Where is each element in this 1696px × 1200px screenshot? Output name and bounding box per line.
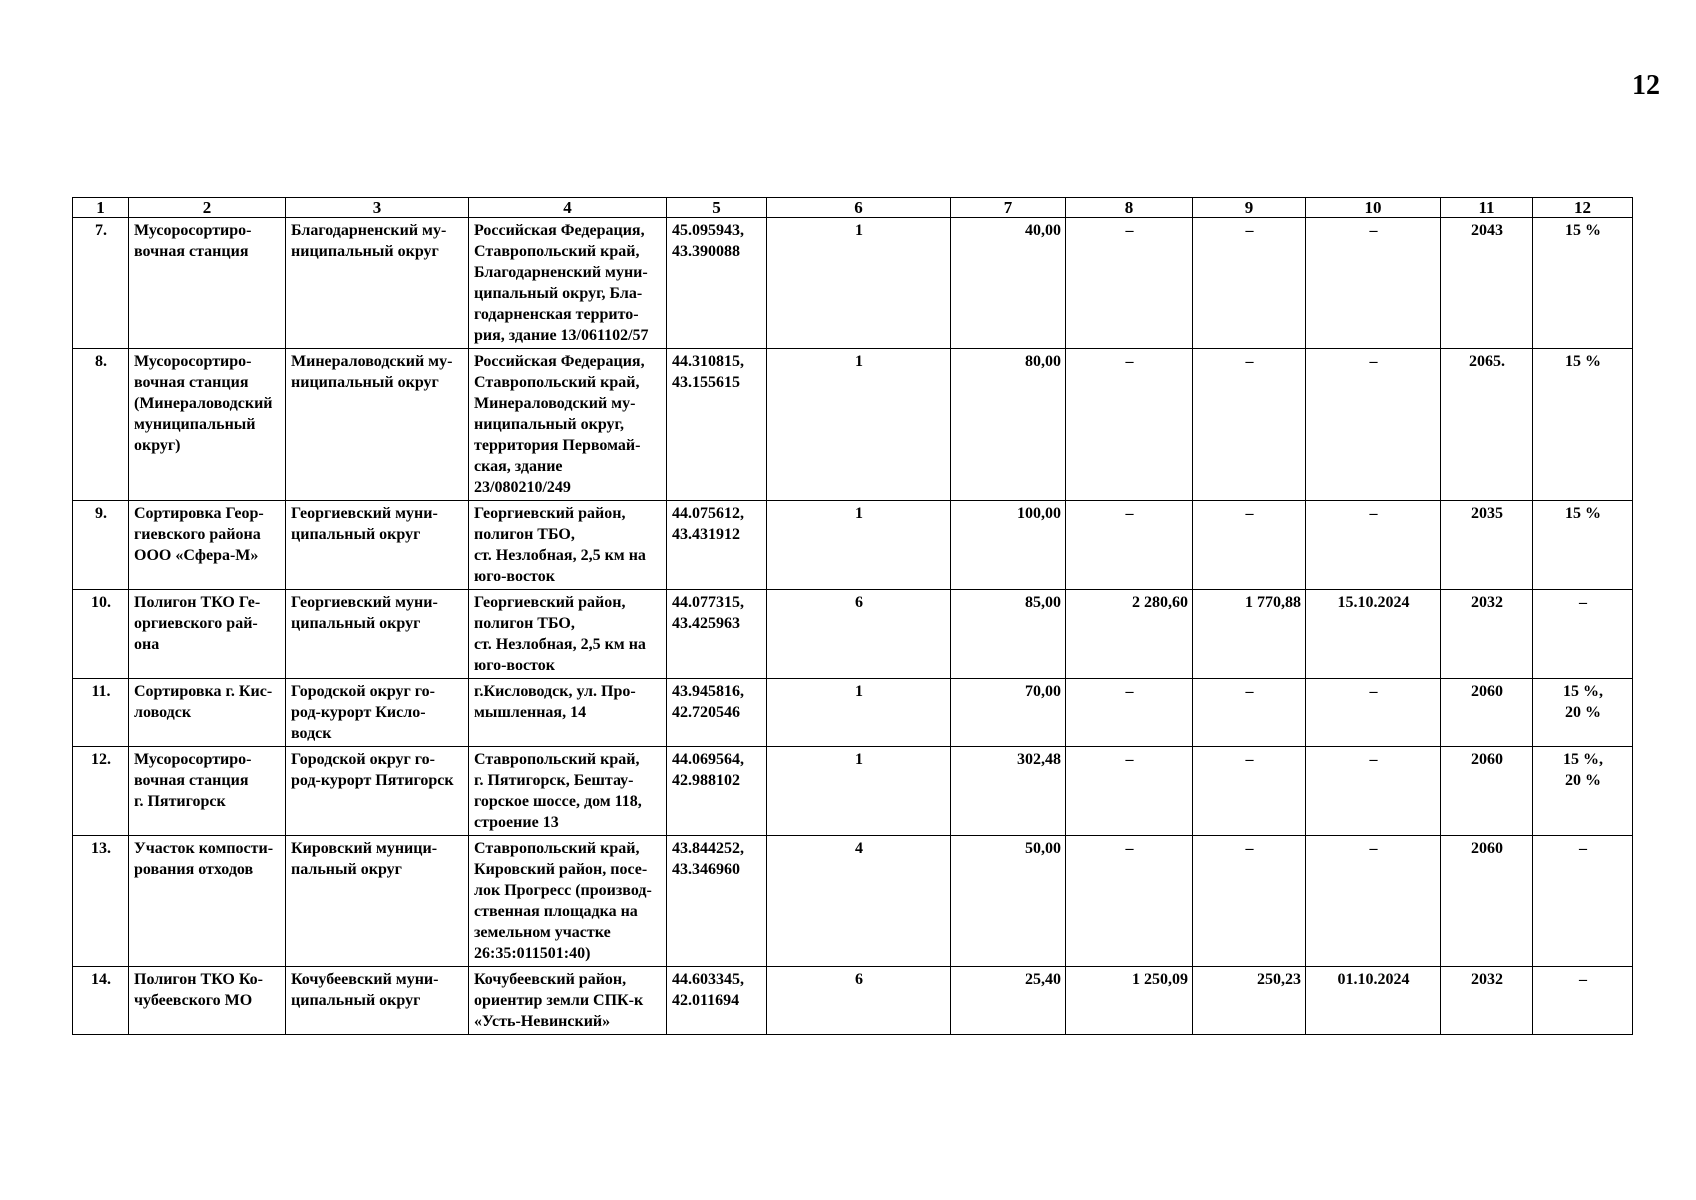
column-12-value-line: 20 % [1565, 772, 1601, 789]
column-12-value [1533, 747, 1633, 836]
facility-address-line: Ставропольский край, [474, 374, 640, 391]
facility-address-line: ниципальный округ, [474, 416, 624, 433]
facility-address-line: Ставропольский край, [474, 243, 640, 260]
municipal-district-line: Кировский муници- [291, 840, 438, 857]
municipal-district-line: Кочубеевский муни- [291, 971, 439, 988]
facility-name-line: Мусоросортиро- [134, 353, 252, 370]
column-7-value: 25,40 [951, 967, 1066, 1035]
facility-address [469, 747, 667, 836]
column-11-value: 2032 [1441, 967, 1533, 1035]
column-11-value: 2035 [1441, 501, 1533, 590]
column-header: 12 [1533, 198, 1633, 218]
column-6-value: 6 [767, 590, 951, 679]
facility-address-line: Ставропольский край, [474, 751, 640, 768]
column-header: 1 [73, 198, 129, 218]
facility-name [129, 218, 286, 349]
facility-address-line: г. Пятигорск, Бештау- [474, 772, 634, 789]
coordinates-line: 43.155615 [672, 374, 740, 391]
column-12-value-line: 15 %, [1563, 751, 1603, 768]
coordinates [667, 349, 767, 501]
column-9-value: – [1193, 836, 1306, 967]
column-header: 11 [1441, 198, 1533, 218]
municipal-district-line: род-курорт Пятигорск [291, 772, 454, 789]
coordinates [667, 218, 767, 349]
row-number: 9. [73, 501, 129, 590]
facility-name-line: ООО «Сфера-М» [134, 547, 259, 564]
coordinates-line: 43.425963 [672, 615, 740, 632]
facility-address [469, 967, 667, 1035]
column-11-value: 2060 [1441, 836, 1533, 967]
municipal-district [286, 590, 469, 679]
column-header: 8 [1066, 198, 1193, 218]
column-12-value-line: – [1579, 594, 1587, 611]
column-header: 4 [469, 198, 667, 218]
table-row [73, 218, 1633, 349]
column-12-value [1533, 679, 1633, 747]
facility-name-line: округ) [134, 437, 181, 454]
column-8-value: – [1066, 218, 1193, 349]
municipal-district-line: Георгиевский муни- [291, 505, 438, 522]
column-header: 6 [767, 198, 951, 218]
municipal-district-line: ципальный округ [291, 615, 421, 632]
column-8-value: – [1066, 836, 1193, 967]
municipal-district [286, 747, 469, 836]
column-11-value: 2060 [1441, 679, 1533, 747]
facility-name-line: Полигон ТКО Ко- [134, 971, 263, 988]
coordinates [667, 590, 767, 679]
municipal-district-line: род-курорт Кисло- [291, 704, 426, 721]
municipal-district-line: ниципальный округ [291, 374, 439, 391]
facility-address-line: ст. Незлобная, 2,5 км на [474, 547, 646, 564]
facility-address-line: г.Кисловодск, ул. Про- [474, 683, 636, 700]
column-12-value [1533, 590, 1633, 679]
coordinates-line: 43.390088 [672, 243, 740, 260]
facility-name-line: ловодск [134, 704, 192, 721]
coordinates [667, 967, 767, 1035]
column-11-value: 2032 [1441, 590, 1533, 679]
coordinates-line: 44.069564, [672, 751, 744, 768]
coordinates [667, 836, 767, 967]
column-7-value: 302,48 [951, 747, 1066, 836]
municipal-district [286, 218, 469, 349]
column-12-value-line: 20 % [1565, 704, 1601, 721]
facility-name [129, 747, 286, 836]
facility-name [129, 590, 286, 679]
facility-name-line: Мусоросортиро- [134, 751, 252, 768]
column-12-value-line: – [1579, 971, 1587, 988]
facility-name-line: Участок компости- [134, 840, 274, 857]
municipal-district [286, 679, 469, 747]
municipal-district-line: Городской округ го- [291, 683, 435, 700]
row-number: 14. [73, 967, 129, 1035]
column-10-value: 01.10.2024 [1306, 967, 1441, 1035]
municipal-district [286, 836, 469, 967]
column-6-value: 4 [767, 836, 951, 967]
column-8-value: – [1066, 349, 1193, 501]
municipal-district [286, 501, 469, 590]
row-number: 11. [73, 679, 129, 747]
coordinates-line: 43.945816, [672, 683, 744, 700]
facility-name-line: оргиевского рай- [134, 615, 258, 632]
facility-address [469, 349, 667, 501]
column-6-value: 6 [767, 967, 951, 1035]
column-header: 9 [1193, 198, 1306, 218]
row-number: 12. [73, 747, 129, 836]
facility-name-line: г. Пятигорск [134, 793, 226, 810]
facility-address-line: ская, здание [474, 458, 563, 475]
facility-address-line: Кочубеевский район, [474, 971, 627, 988]
facility-address-line: Георгиевский район, [474, 594, 626, 611]
facility-address-line: мышленная, 14 [474, 704, 587, 721]
column-7-value: 100,00 [951, 501, 1066, 590]
table-row [73, 590, 1633, 679]
facility-name [129, 349, 286, 501]
column-header: 7 [951, 198, 1066, 218]
column-12-value-line: 15 %, [1563, 683, 1603, 700]
column-header: 3 [286, 198, 469, 218]
facility-address-line: Российская Федерация, [474, 353, 645, 370]
facility-name-line: чубеевского МО [134, 992, 253, 1009]
column-6-value: 1 [767, 501, 951, 590]
facility-address-line: лок Прогресс (производ- [474, 882, 652, 899]
column-8-value: – [1066, 747, 1193, 836]
table-row [73, 349, 1633, 501]
column-10-value: 15.10.2024 [1306, 590, 1441, 679]
column-10-value: – [1306, 349, 1441, 501]
facility-name-line: вочная станция [134, 772, 249, 789]
column-11-value: 2065. [1441, 349, 1533, 501]
facility-address-line: земельном участке [474, 924, 611, 941]
column-12-value [1533, 218, 1633, 349]
column-9-value: – [1193, 218, 1306, 349]
facility-address-line: ст. Незлобная, 2,5 км на [474, 636, 646, 653]
row-number: 13. [73, 836, 129, 967]
facility-address-line: ципальный округ, Бла- [474, 285, 643, 302]
column-6-value: 1 [767, 747, 951, 836]
column-10-value: – [1306, 836, 1441, 967]
column-number-row [73, 198, 1633, 218]
facility-name-line: гиевского района [134, 526, 261, 543]
coordinates-line: 43.431912 [672, 526, 740, 543]
facility-name-line: Сортировка г. Кис- [134, 683, 273, 700]
facility-address-line: Минераловодский му- [474, 395, 636, 412]
facility-address-line: территория Первомай- [474, 437, 641, 454]
coordinates-line: 42.988102 [672, 772, 740, 789]
facility-name [129, 836, 286, 967]
column-11-value: 2043 [1441, 218, 1533, 349]
facility-address-line: ориентир земли СПК-к [474, 992, 644, 1009]
column-10-value: – [1306, 218, 1441, 349]
coordinates-line: 44.603345, [672, 971, 744, 988]
column-12-value-line: 15 % [1565, 505, 1601, 522]
coordinates-line: 42.011694 [672, 992, 740, 1009]
column-8-value: 1 250,09 [1066, 967, 1193, 1035]
facility-name [129, 679, 286, 747]
municipal-district-line: Георгиевский муни- [291, 594, 438, 611]
column-6-value: 1 [767, 679, 951, 747]
facility-address [469, 501, 667, 590]
coordinates-line: 44.310815, [672, 353, 744, 370]
table-row [73, 679, 1633, 747]
column-11-value: 2060 [1441, 747, 1533, 836]
facility-address-line: 23/080210/249 [474, 479, 571, 496]
facility-address-line: Благодарненский муни- [474, 264, 648, 281]
coordinates-line: 45.095943, [672, 222, 744, 239]
facility-address [469, 679, 667, 747]
coordinates [667, 501, 767, 590]
column-12-value [1533, 836, 1633, 967]
facility-address-line: Георгиевский район, [474, 505, 626, 522]
municipal-district [286, 349, 469, 501]
column-10-value: – [1306, 747, 1441, 836]
facility-address [469, 836, 667, 967]
coordinates-line: 43.346960 [672, 861, 740, 878]
column-9-value: 1 770,88 [1193, 590, 1306, 679]
column-9-value: – [1193, 679, 1306, 747]
coordinates [667, 679, 767, 747]
municipal-district-line: Минераловодский му- [291, 353, 453, 370]
facility-address-line: горское шоссе, дом 118, [474, 793, 642, 810]
column-7-value: 70,00 [951, 679, 1066, 747]
column-header: 10 [1306, 198, 1441, 218]
facility-address-line: 26:35:011501:40) [474, 945, 591, 962]
column-7-value: 85,00 [951, 590, 1066, 679]
municipal-district-line: ниципальный округ [291, 243, 439, 260]
facility-address-line: ственная площадка на [474, 903, 638, 920]
column-12-value [1533, 501, 1633, 590]
column-10-value: – [1306, 501, 1441, 590]
facility-address-line: Российская Федерация, [474, 222, 645, 239]
municipal-district-line: Благодарненский му- [291, 222, 447, 239]
column-6-value: 1 [767, 218, 951, 349]
row-number: 7. [73, 218, 129, 349]
facility-name-line: вочная станция [134, 243, 249, 260]
municipal-district-line: водск [291, 725, 332, 742]
facility-name-line: вочная станция [134, 374, 249, 391]
municipal-district-line: ципальный округ [291, 992, 421, 1009]
column-8-value: – [1066, 679, 1193, 747]
municipal-district-line: Городской округ го- [291, 751, 435, 768]
column-7-value: 80,00 [951, 349, 1066, 501]
facility-address-line: полигон ТБО, [474, 615, 575, 632]
facility-name [129, 501, 286, 590]
coordinates-line: 42.720546 [672, 704, 740, 721]
facility-address [469, 218, 667, 349]
column-10-value: – [1306, 679, 1441, 747]
municipal-district [286, 967, 469, 1035]
facility-name-line: Полигон ТКО Ге- [134, 594, 261, 611]
column-9-value: – [1193, 747, 1306, 836]
municipal-district-line: пальный округ [291, 861, 402, 878]
coordinates-line: 43.844252, [672, 840, 744, 857]
facility-address [469, 590, 667, 679]
table-row [73, 501, 1633, 590]
table-row [73, 967, 1633, 1035]
municipal-district-line: ципальный округ [291, 526, 421, 543]
facility-name-line: рования отходов [134, 861, 254, 878]
facility-address-line: Ставропольский край, [474, 840, 640, 857]
column-12-value [1533, 349, 1633, 501]
waste-facilities-table [72, 197, 1633, 1035]
column-12-value [1533, 967, 1633, 1035]
column-12-value-line: – [1579, 840, 1587, 857]
table-row [73, 747, 1633, 836]
facility-name-line: Сортировка Геор- [134, 505, 264, 522]
facility-address-line: юго-восток [474, 657, 555, 674]
facility-address-line: юго-восток [474, 568, 555, 585]
column-7-value: 40,00 [951, 218, 1066, 349]
facility-name-line: муниципальный [134, 416, 256, 433]
column-8-value: 2 280,60 [1066, 590, 1193, 679]
facility-address-line: полигон ТБО, [474, 526, 575, 543]
column-header: 5 [667, 198, 767, 218]
facility-name [129, 967, 286, 1035]
facility-name-line: она [134, 636, 160, 653]
column-9-value: – [1193, 501, 1306, 590]
column-9-value: – [1193, 349, 1306, 501]
facility-name-line: Мусоросортиро- [134, 222, 252, 239]
column-9-value: 250,23 [1193, 967, 1306, 1035]
row-number: 8. [73, 349, 129, 501]
facility-address-line: «Усть-Невинский» [474, 1013, 611, 1030]
column-12-value-line: 15 % [1565, 353, 1601, 370]
facility-name-line: (Минераловодский [134, 395, 273, 412]
facility-address-line: строение 13 [474, 814, 559, 831]
coordinates-line: 44.075612, [672, 505, 744, 522]
table-row [73, 836, 1633, 967]
coordinates [667, 747, 767, 836]
facility-address-line: рия, здание 13/061102/57 [474, 327, 649, 344]
facility-address-line: годарненская террито- [474, 306, 639, 323]
column-8-value: – [1066, 501, 1193, 590]
facility-address-line: Кировский район, посе- [474, 861, 648, 878]
column-header: 2 [129, 198, 286, 218]
coordinates-line: 44.077315, [672, 594, 744, 611]
page-number: 12 [1632, 70, 1660, 101]
column-6-value: 1 [767, 349, 951, 501]
column-7-value: 50,00 [951, 836, 1066, 967]
row-number: 10. [73, 590, 129, 679]
column-12-value-line: 15 % [1565, 222, 1601, 239]
